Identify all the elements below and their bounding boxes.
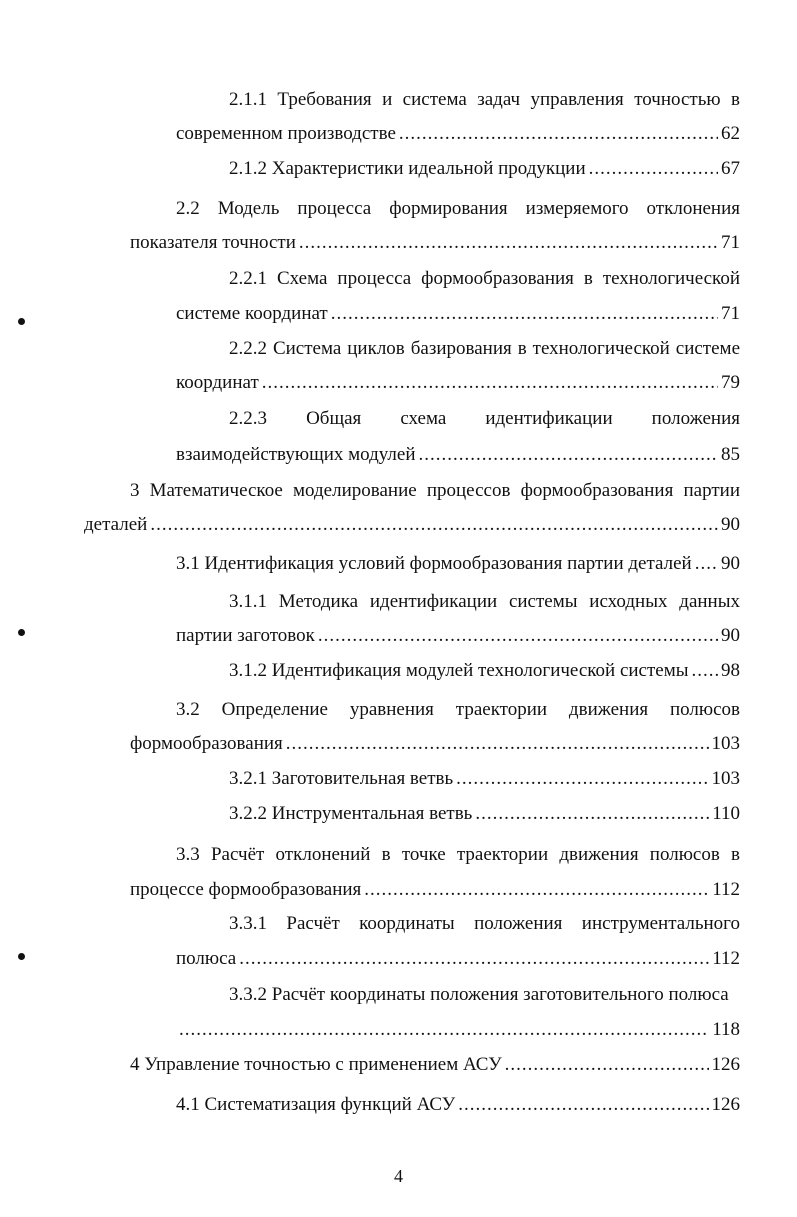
toc-entry-title: 4.1 Систематизация функций АСУ [176,1094,456,1115]
toc-entry-title: 3.2.2 Инструментальная ветвь [229,803,473,824]
page-number: 4 [394,1166,403,1186]
toc-entry-title: формообразования [130,733,283,754]
toc-entry-leader-line [176,443,740,467]
dot-leader [505,1053,709,1077]
toc-entry-title: деталей [84,514,148,535]
dot-leader [589,157,718,181]
toc-entry-leader-line [130,878,740,902]
toc-entry-title: взаимодействующих модулей [176,444,416,465]
toc-entry-title: системе координат [176,303,328,324]
toc-page-number: 98 [721,660,740,681]
dot-leader [299,231,718,255]
toc-page-number: 126 [711,1094,740,1115]
dot-leader [695,552,718,576]
toc-entry-title: 2.1.2 Характеристики идеальной продукции [229,158,586,179]
toc-entry-leader-line [176,371,740,395]
toc-entry-title: современном производстве [176,123,396,144]
toc-page-number: 90 [721,514,740,535]
toc-entry-leader-line [130,1053,740,1077]
toc-page-number: 85 [721,444,740,465]
toc-entry-leader-line [176,122,740,146]
toc-entry-leader-line [176,947,740,971]
toc-page-number: 126 [711,1054,740,1075]
toc-page-number: 118 [712,1019,740,1040]
toc-entry-leader-line [176,1093,740,1117]
toc-page-number: 90 [721,553,740,574]
toc-entry-leader-line [229,802,740,826]
dot-leader [239,947,709,971]
dot-leader [692,659,718,683]
toc-entry-title: координат [176,372,259,393]
dot-leader [179,1018,709,1042]
toc-page-number: 103 [711,733,740,754]
toc-entry-leader-line [176,624,740,648]
toc-page-number: 112 [712,879,740,900]
toc-page-number: 110 [712,803,740,824]
toc-entry-title: 3.2.1 Заготовительная ветвь [229,768,454,789]
dot-leader [475,802,709,826]
toc-entry-title: 3.1.2 Идентификация модулей технологической системы [229,660,689,681]
binding-hole-mark [18,953,25,960]
dot-leader [150,513,718,537]
dot-leader [458,1093,708,1117]
toc-entry-heading: 3.1.1 Методика идентификации системы исходных данных [229,591,740,612]
toc-entry-heading: 3.3.1 Расчёт координаты положения инструментального [229,913,740,934]
toc-page-number: 103 [711,768,740,789]
dot-leader [419,443,718,467]
toc-entry-heading: 2.1.1 Требования и система задач управления точностью в [229,89,740,110]
toc-entry-title: партии заготовок [176,625,315,646]
toc-entry-heading: 3.3 Расчёт отклонений в точке траектории движения полюсов в [176,844,740,865]
toc-entry-leader-line [130,732,740,756]
toc-entry-heading: 2.2.3 Общая схема идентификации положения [229,408,740,429]
toc-entry-title: показателя точности [130,232,296,253]
dot-leader [456,767,708,791]
dot-leader [364,878,709,902]
binding-hole-mark [18,629,25,636]
dot-leader [399,122,718,146]
toc-entry-title: 3.1 Идентификация условий формообразования партии деталей [176,553,692,574]
dot-leader [262,371,718,395]
toc-entry-leader-line [229,157,740,181]
toc-entry-title: 4 Управление точностью с применением АСУ [130,1054,502,1075]
toc-page-number: 71 [721,232,740,253]
toc-entry-leader-line [176,552,740,576]
dot-leader [286,732,709,756]
toc-entry-heading: 2.2.1 Схема процесса формообразования в технологической [229,268,740,289]
toc-entry-heading: 3.3.2 Расчёт координаты положения заготовительного полюса [229,984,729,1005]
toc-entry-leader-line [130,231,740,255]
toc-entry-leader-line [229,659,740,683]
toc-entry-title: полюса [176,948,237,969]
binding-hole-mark [18,318,25,325]
toc-entry-leader-line [84,513,740,537]
toc-page-number: 62 [721,123,740,144]
toc-entry-leader-line [229,767,740,791]
toc-page-number: 79 [721,372,740,393]
toc-page-number: 67 [721,158,740,179]
toc-entry-title: процессе формообразования [130,879,362,900]
toc-page-number: 71 [721,303,740,324]
toc-entry-heading: 3 Математическое моделирование процессов формообразования партии [130,480,740,501]
toc-entry-heading: 2.2.2 Система циклов базирования в технологической системе [229,338,740,359]
toc-page-number: 90 [721,625,740,646]
dot-leader [331,302,718,326]
toc-entry-heading: 3.2 Определение уравнения траектории движения полюсов [176,699,740,720]
toc-entry-heading: 2.2 Модель процесса формирования измеряемого отклонения [176,198,740,219]
dot-leader [318,624,718,648]
toc-page-number: 112 [712,948,740,969]
toc-entry-leader-line [176,302,740,326]
toc-entry-leader-line [176,1018,740,1042]
